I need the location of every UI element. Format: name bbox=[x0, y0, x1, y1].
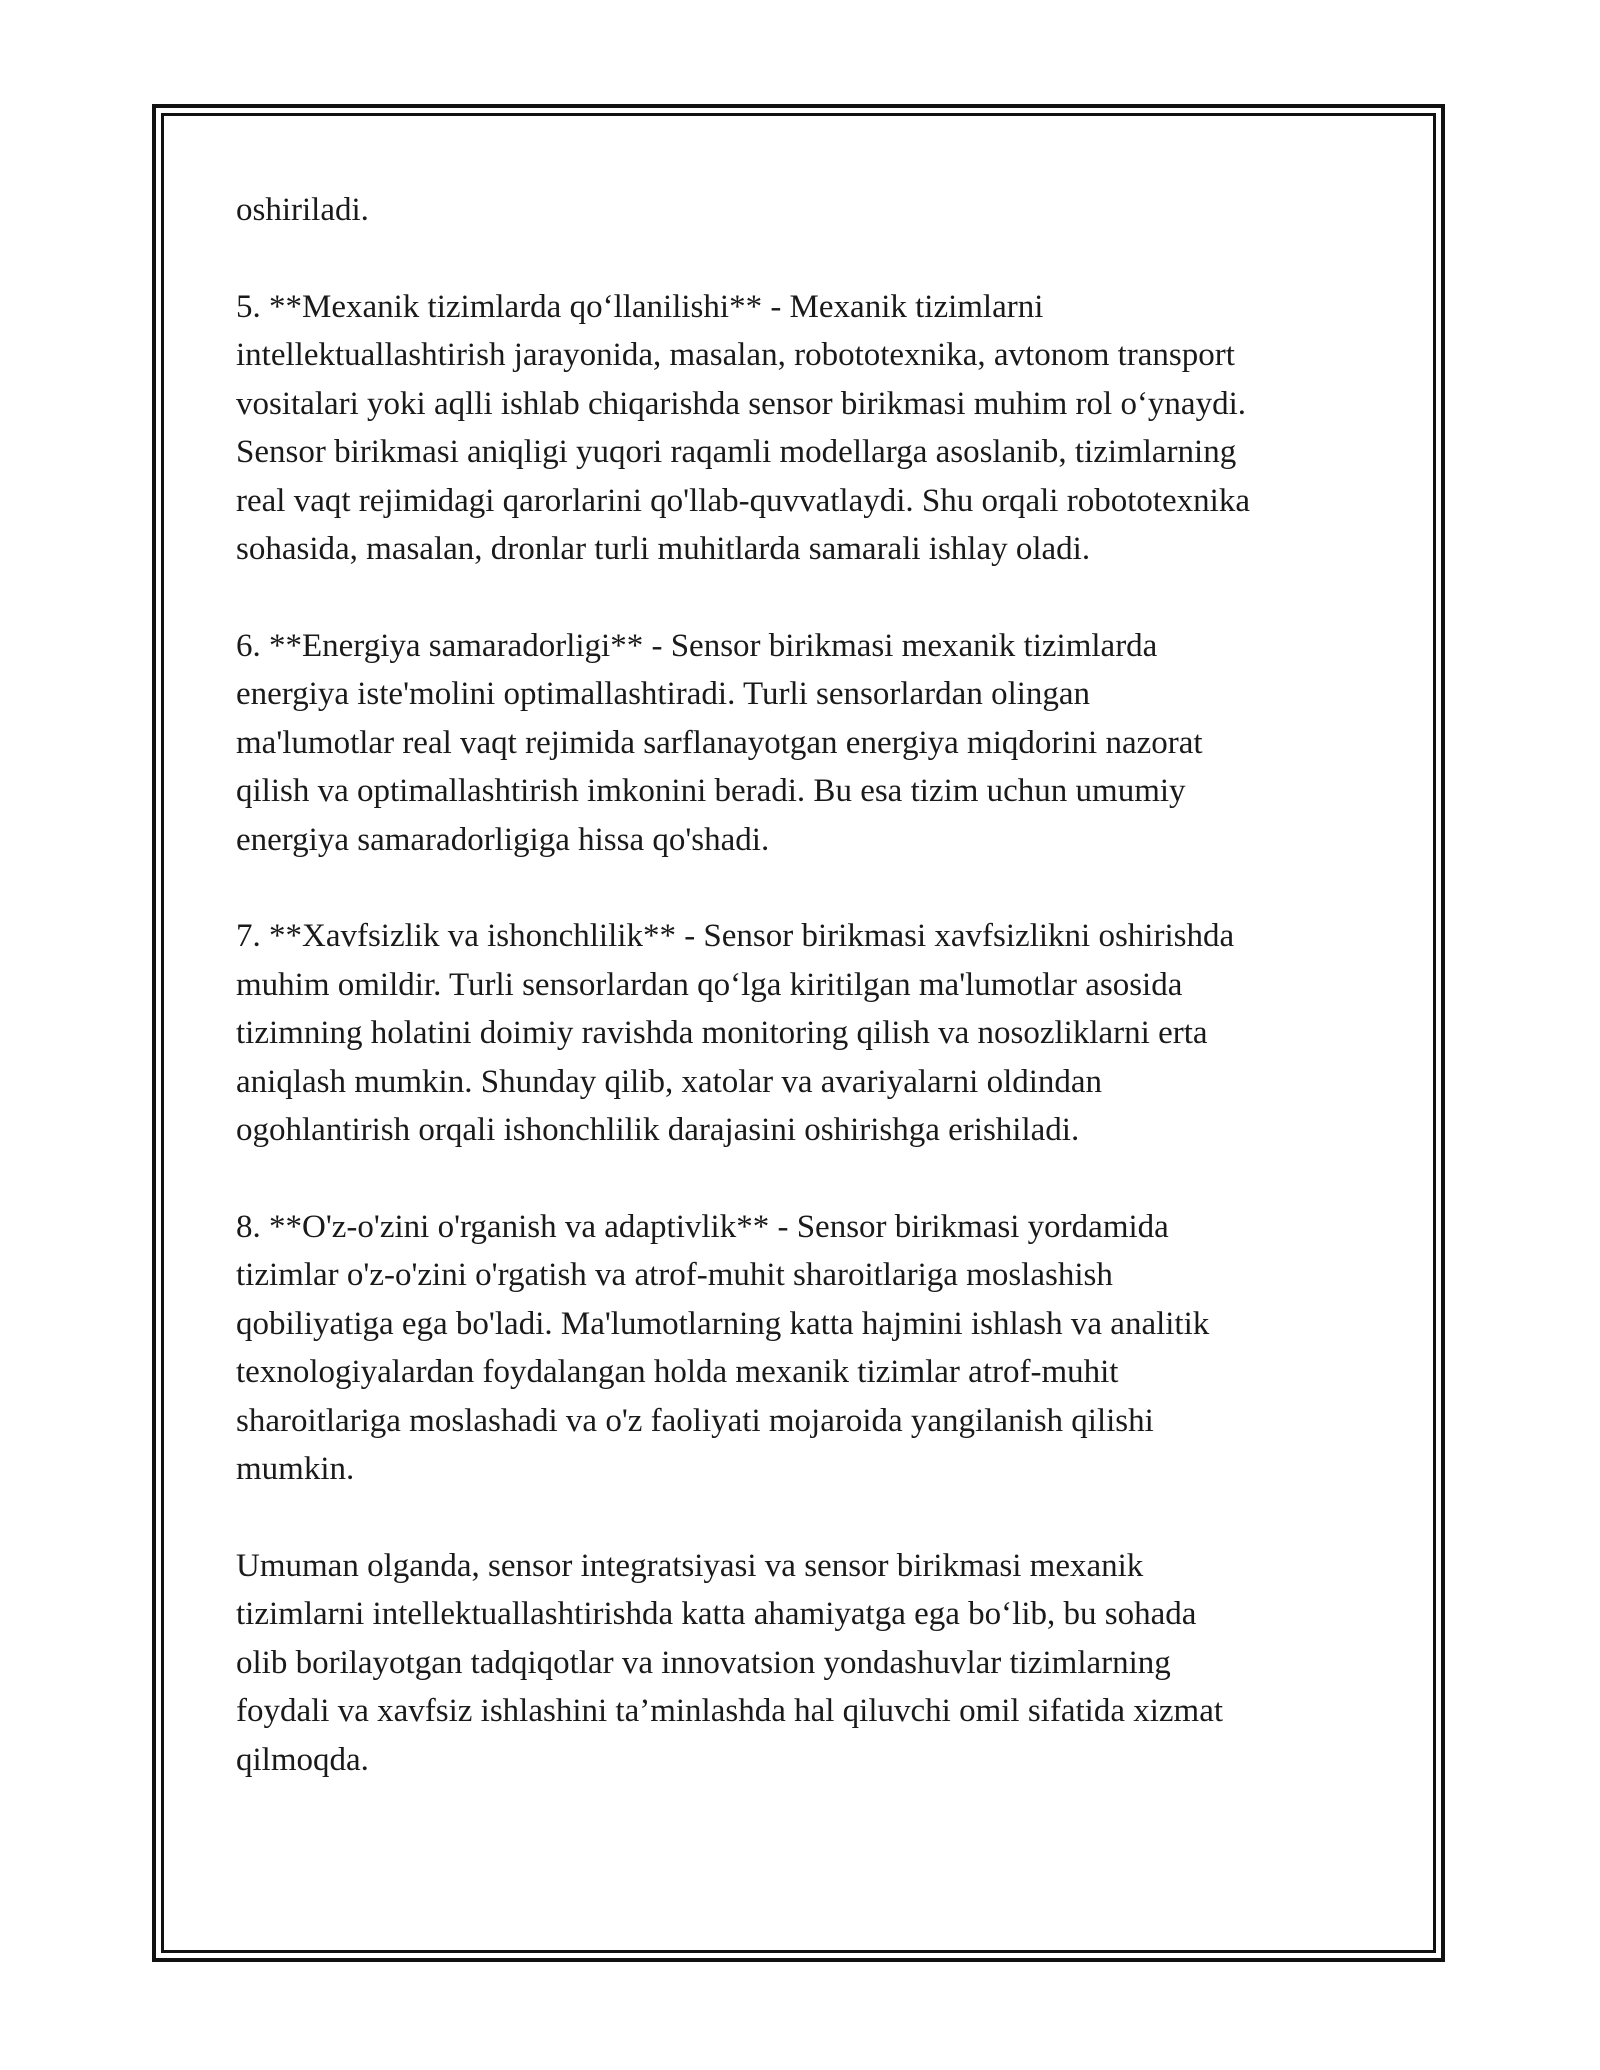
document-body bbox=[236, 186, 1376, 1784]
paragraph-item-8: 8. **O'z-o'zini o'rganish va adaptivlik** - Sensor birikmasi yordamida tizimlar o'z-o'zini o'rgatish va atrof-muhit sharoitlariga moslashish qobiliyatiga ega bo'ladi. Ma'lumotlarning katta hajmini ishlash va analitik texnologiyalardan foydalangan holda mexanik tizimlar atrof-muhit sharoitlariga moslashadi va o'z faoliyati mojaroida yangilanish qilishi mumkin. bbox=[236, 1208, 1210, 1487]
paragraph-conclusion: Umuman olganda, sensor integratsiyasi va sensor birikmasi mexanik tizimlarni intellektuallashtirishda katta ahamiyatga ega bo‘lib, bu sohada olib borilayotgan tadqiqotlar va innovatsion yondashuvlar tizimlarning foydali va xavfsiz ishlashini ta’minlashda hal qiluvchi omil sifatida xizmat qilmoqda. bbox=[236, 1547, 1224, 1778]
paragraph-item-6: 6. **Energiya samaradorligi** - Sensor birikmasi mexanik tizimlarda energiya iste'molini optimallashtiradi. Turli sensorlardan olingan ma'lumotlar real vaqt rejimida sarflanayotgan energiya miqdorini nazorat qilish va optimallashtirish imkonini beradi. Bu esa tizim uchun umumiy energiya samaradorligiga hissa qo'shadi. bbox=[236, 627, 1203, 858]
paragraph-item-5: 5. **Mexanik tizimlarda qo‘llanilishi** - Mexanik tizimlarni intellektuallashtirish jarayonida, masalan, robototexnika, avtonom transport vositalari yoki aqlli ishlab chiqarishda sensor birikmasi muhim rol o‘ynaydi. Sensor birikmasi aniqligi yuqori raqamli modellarga asoslanib, tizimlarning real vaqt rejimidagi qarorlarini qo'llab-quvvatlaydi. Shu orqali robototexnika sohasida, masalan, dronlar turli muhitlarda samarali ishlay oladi. bbox=[236, 288, 1250, 567]
paragraph-item-7: 7. **Xavfsizlik va ishonchlilik** - Sensor birikmasi xavfsizlikni oshirishda muhim omildir. Turli sensorlardan qo‘lga kiritilgan ma'lumotlar asosida tizimning holatini doimiy ravishda monitoring qilish va nosozliklarni erta aniqlash mumkin. Shunday qilib, xatolar va avariyalarni oldindan ogohlantirish orqali ishonchlilik darajasini oshirishga erishiladi. bbox=[236, 918, 1235, 1148]
paragraph-continuation: oshiriladi. bbox=[236, 192, 369, 228]
